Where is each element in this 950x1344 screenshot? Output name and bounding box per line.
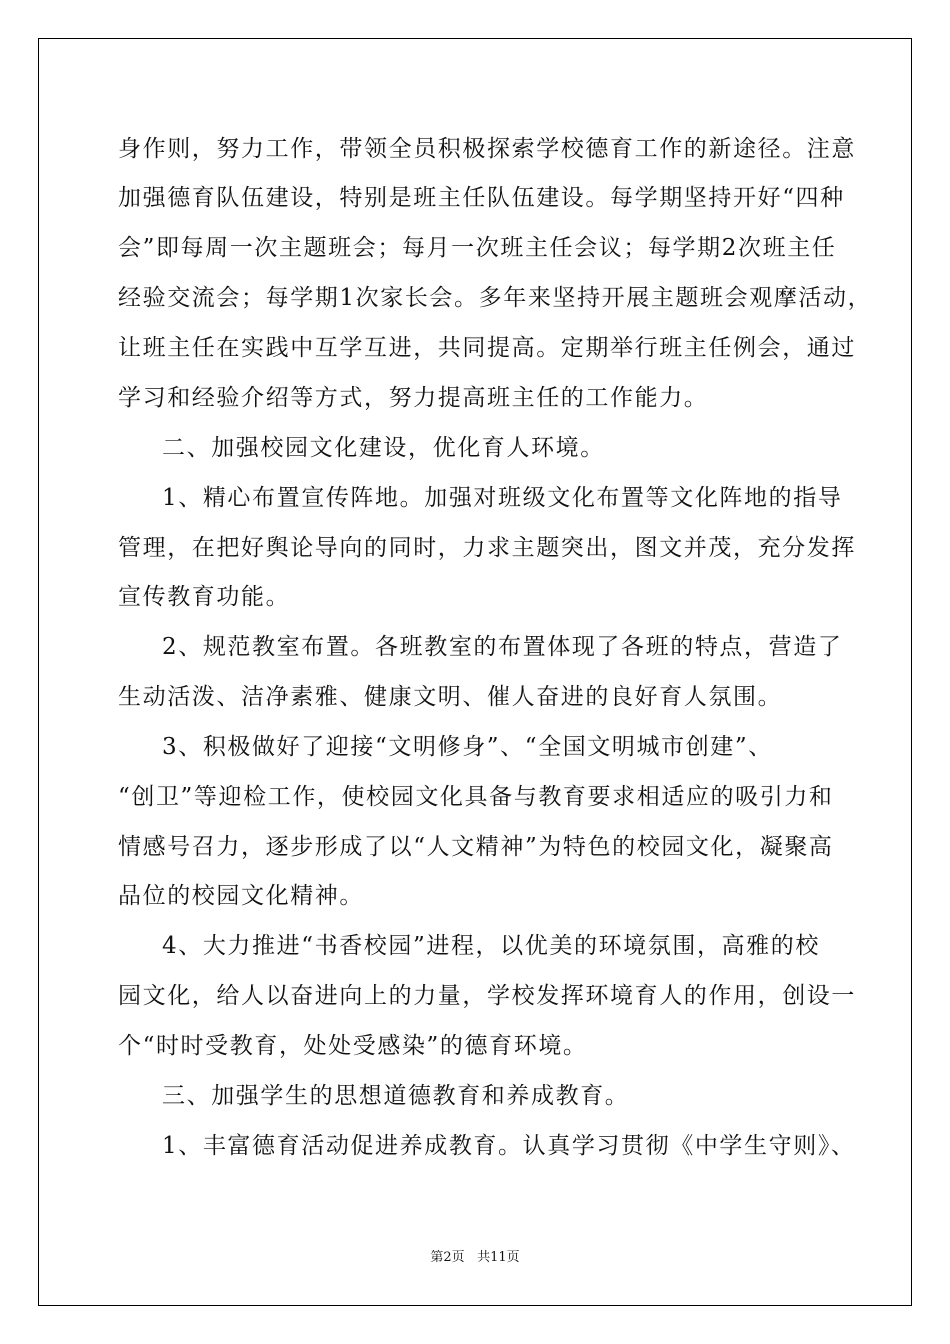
text-line: “创卫”等迎检工作，使校园文化具备与教育要求相适应的吸引力和 — [118, 784, 834, 810]
text-line: 管理，在把好舆论导向的同时，力求主题突出，图文并茂，充分发挥 — [118, 535, 856, 561]
text-line: 情感号召力，逐步形成了以“人文精神”为特色的校园文化，凝聚高 — [118, 834, 834, 860]
text-line: 1、丰富德育活动促进养成教育。认真学习贯彻《中学生守则》、 — [162, 1133, 856, 1159]
text-line: 生动活泼、洁净素雅、健康文明、催人奋进的良好育人氛围。 — [118, 684, 783, 710]
text-line: 园文化，给人以奋进向上的力量，学校发挥环境育人的作用，创设一 — [118, 983, 856, 1009]
text-line: 经验交流会；每学期1次家长会。多年来坚持开展主题班会观摩活动， — [118, 285, 873, 311]
text-line: 4、大力推进“书香校园”进程，以优美的环境氛围，高雅的校 — [162, 933, 820, 959]
text-line: 3、积极做好了迎接“文明修身”、“全国文明城市创建”、 — [162, 734, 773, 760]
text-line: 身作则，努力工作，带领全员积极探索学校德育工作的新途径。注意 — [118, 136, 856, 162]
page-border — [38, 38, 912, 1306]
text-line: 2、规范教室布置。各班教室的布置体现了各班的特点，营造了 — [162, 634, 843, 660]
text-line: 个“时时受教育，处处受感染”的德育环境。 — [118, 1033, 588, 1059]
text-line: 1、精心布置宣传阵地。加强对班级文化布置等文化阵地的指导 — [162, 485, 843, 511]
text-line: 让班主任在实践中互学互进，共同提高。定期举行班主任例会，通过 — [118, 335, 856, 361]
text-line: 学习和经验介绍等方式，努力提高班主任的工作能力。 — [118, 385, 709, 411]
section-heading: 二、加强校园文化建设，优化育人环境。 — [162, 435, 605, 461]
page-number: 第2页 — [430, 1250, 465, 1265]
page-total: 共11页 — [477, 1250, 520, 1265]
text-line: 会”即每周一次主题班会；每月一次班主任会议；每学期2次班主任 — [118, 235, 837, 261]
text-line: 品位的校园文化精神。 — [118, 883, 364, 909]
text-line: 宣传教育功能。 — [118, 584, 291, 610]
section-heading: 三、加强学生的思想道德教育和养成教育。 — [162, 1083, 630, 1109]
text-line: 加强德育队伍建设，特别是班主任队伍建设。每学期坚持开好“四种 — [118, 185, 845, 211]
page-footer — [0, 1246, 950, 1265]
